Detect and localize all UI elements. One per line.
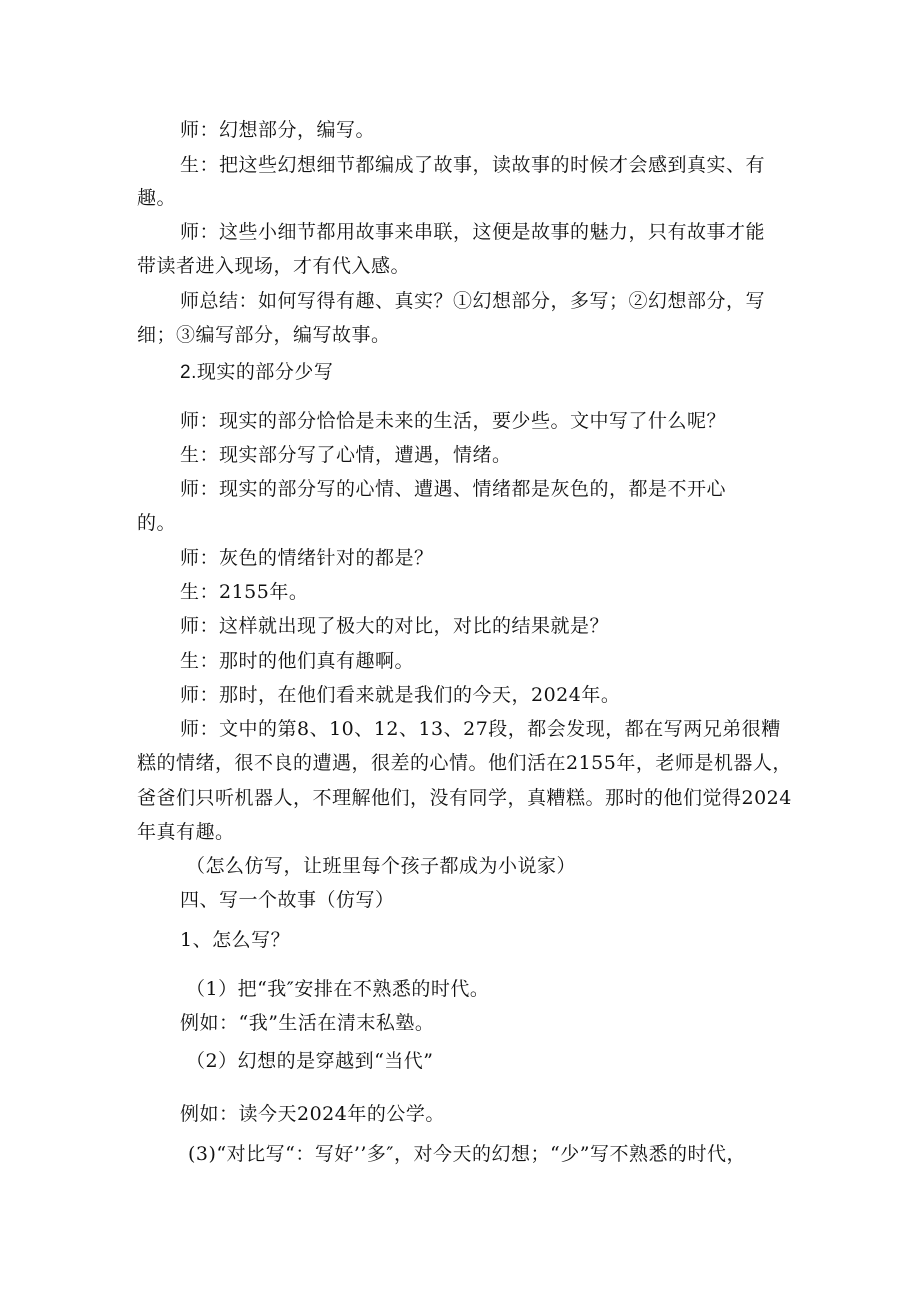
- text-line: （怎么仿写，让班里每个孩子都成为小说家）: [186, 855, 577, 877]
- text-line: 带读者进入现场，才有代入感。: [137, 255, 411, 277]
- text-line: 师：现实的部分写的心情、遭遇、情绪都是灰色的，都是不开心: [180, 478, 727, 500]
- text-line: 师：现实的部分恰恰是未来的生活，要少些。文中写了什么呢？: [180, 410, 727, 432]
- text-line: 师：灰色的情绪针对的都是？: [180, 547, 434, 569]
- text-line: 例如：读今天2024年的公学。: [180, 1103, 445, 1125]
- text-line: 生：现实部分写了心情，遭遇，情绪。: [180, 444, 512, 466]
- text-line: 师：文中的第8、10、12、13、27段，都会发现，都在写两兄弟很糟: [180, 718, 781, 740]
- text-line: 师：那时，在他们看来就是我们的今天，2024年。: [180, 684, 621, 706]
- text-line: 爸爸们只听机器人，不理解他们，没有同学，真糟糕。那时的他们觉得2024: [137, 787, 792, 809]
- text-line: 趣。: [137, 187, 177, 209]
- text-line: 师：幻想部分，编写。: [180, 119, 376, 141]
- text-line: 细；③编写部分，编写故事。: [137, 324, 391, 346]
- text-line: 师：这样就出现了极大的对比，对比的结果就是？: [180, 615, 610, 637]
- text-line: 师：这些小细节都用故事来串联，这便是故事的魅力，只有故事才能: [180, 221, 766, 243]
- list-item: （2）幻想的是穿越到“当代”: [186, 1050, 434, 1072]
- text-line: 生：把这些幻想细节都编成了故事，读故事的时候才会感到真实、有: [180, 154, 766, 176]
- list-item: (3)“对比写“：写好’’多″，对今天的幻想；“少”写不熟悉的时代，: [188, 1143, 746, 1165]
- text-line: 的。: [137, 512, 177, 534]
- text-line: 年真有趣。: [137, 821, 235, 843]
- text-line: 师总结：如何写得有趣、真实？①幻想部分，多写；②幻想部分，写: [180, 290, 766, 312]
- text-line: 生：2155年。: [180, 581, 309, 603]
- text-line: 生：那时的他们真有趣啊。: [180, 650, 415, 672]
- section-heading: 2.现实的部分少写: [180, 362, 334, 383]
- text-line: 糕的情绪，很不良的遭遇，很差的心情。他们活在2155年，老师是机器人，: [137, 752, 792, 774]
- text-line: 例如：“我”生活在清末私塾。: [180, 1012, 435, 1034]
- subsection-heading: 1、怎么写？: [180, 929, 291, 951]
- section-heading: 四、写一个故事（仿写）: [180, 889, 395, 911]
- list-item: （1）把“我″安排在不熟悉的时代。: [186, 978, 490, 1000]
